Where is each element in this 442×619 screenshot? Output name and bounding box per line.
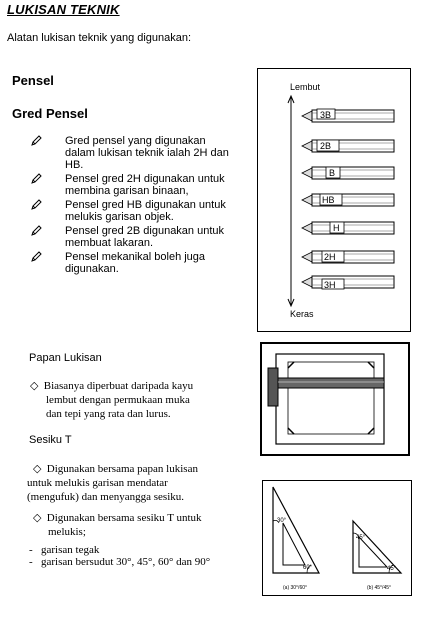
grade-label: 3B	[320, 110, 332, 120]
pensel-heading: Pensel	[12, 73, 54, 88]
set-squares-figure	[262, 480, 412, 596]
pencil-3b	[302, 109, 394, 122]
list-item-text: Pensel gred HB digunakan untuk melukis garisan objek.	[65, 199, 226, 223]
pencil-3h	[302, 276, 394, 290]
list-item	[30, 199, 230, 223]
pencil-2h	[302, 251, 394, 263]
lembut-label: Lembut	[290, 82, 321, 92]
papan-lukisan-description	[30, 379, 240, 421]
list-item	[30, 251, 230, 275]
sesiku-p2-line-2: melukis;	[48, 526, 86, 538]
angle-label: 45°	[356, 535, 366, 541]
sesiku-dash-list	[29, 544, 229, 568]
list-item-text: Gred pensel yang digunakan dalam lukisan teknik ialah 2H dan HB.	[65, 135, 229, 171]
pencil-grades-figure	[257, 68, 411, 332]
list-item-text: Pensel gred 2H digunakan untuk membina garisan binaan,	[65, 173, 225, 197]
page-title: LUKISAN TEKNIK	[7, 2, 120, 17]
grade-label: 3H	[324, 280, 336, 290]
paper-sheet	[288, 362, 374, 434]
set-squares-drawing	[263, 481, 411, 595]
sesiku-p2-line-1: Digunakan bersama sesiku T untuk	[46, 512, 202, 524]
angle-label: 60°	[303, 565, 313, 571]
drawing-board-figure	[260, 342, 410, 456]
list-item	[30, 225, 230, 249]
set-square-45-45	[353, 521, 401, 573]
papan-line-1: Biasanya diperbuat daripada kayu	[43, 380, 194, 392]
grade-label: B	[329, 168, 336, 178]
keras-label: Keras	[290, 309, 314, 319]
sesiku-t-description-2	[33, 511, 233, 539]
pencil-b	[302, 167, 394, 179]
grade-label: H	[333, 223, 340, 233]
pencil-bullet-icon	[30, 251, 42, 263]
drawing-board-drawing	[262, 344, 408, 454]
pencil-grades-drawing	[258, 69, 410, 331]
pencil-hb	[302, 194, 394, 206]
t-square-blade	[278, 378, 384, 388]
sesiku-p1-line-2: untuk melukis garisan mendatar	[27, 477, 168, 489]
diamond-bullet-icon: ◇	[33, 512, 42, 524]
papan-line-3: dan tepi yang rata dan lurus.	[46, 408, 171, 420]
gred-pensel-heading: Gred Pensel	[12, 106, 88, 121]
list-item-text: garisan tegak	[41, 544, 100, 556]
list-item: - garisan tegak	[29, 544, 100, 556]
grade-label: HB	[322, 195, 335, 205]
grade-label: 2B	[320, 141, 332, 151]
t-square-head	[268, 368, 278, 406]
pencil-h	[302, 222, 394, 234]
sesiku-t-description-1	[27, 462, 237, 504]
papan-lukisan-heading: Papan Lukisan	[29, 352, 102, 364]
intro-text: Alatan lukisan teknik yang digunakan:	[7, 32, 192, 44]
caption-30-60: (a) 30°/60°	[283, 585, 308, 591]
angle-label: 45°	[387, 566, 397, 572]
caption-45-45: (b) 45°/45°	[367, 585, 392, 591]
sesiku-t-heading: Sesiku T	[29, 434, 72, 446]
sesiku-p1-line-3: (mengufuk) dan menyangga sesiku.	[27, 491, 185, 503]
pencil-bullet-icon	[30, 199, 42, 211]
grade-label: 2H	[324, 252, 336, 262]
diamond-bullet-icon: ◇	[33, 463, 42, 475]
angle-label: 30°	[277, 518, 287, 524]
list-item	[30, 173, 230, 197]
diamond-bullet-icon: ◇	[30, 380, 39, 392]
list-item-text: Pensel mekanikal boleh juga digunakan.	[65, 251, 206, 275]
set-square-30-60	[273, 487, 319, 573]
pencil-bullet-icon	[30, 173, 42, 185]
papan-line-2: lembut dengan permukaan muka	[46, 394, 190, 406]
list-item	[30, 135, 230, 171]
pencil-bullet-icon	[30, 135, 42, 147]
list-item: - garisan bersudut 30°, 45°, 60° dan 90°	[29, 556, 211, 568]
pencil-2b	[302, 140, 394, 152]
gred-pensel-list	[30, 135, 230, 277]
list-item-text: garisan bersudut 30°, 45°, 60° dan 90°	[41, 556, 211, 568]
sesiku-p1-line-1: Digunakan bersama papan lukisan	[46, 463, 198, 475]
list-item-text: Pensel gred 2B digunakan untuk membuat lakaran.	[65, 225, 225, 249]
pencil-bullet-icon	[30, 225, 42, 237]
